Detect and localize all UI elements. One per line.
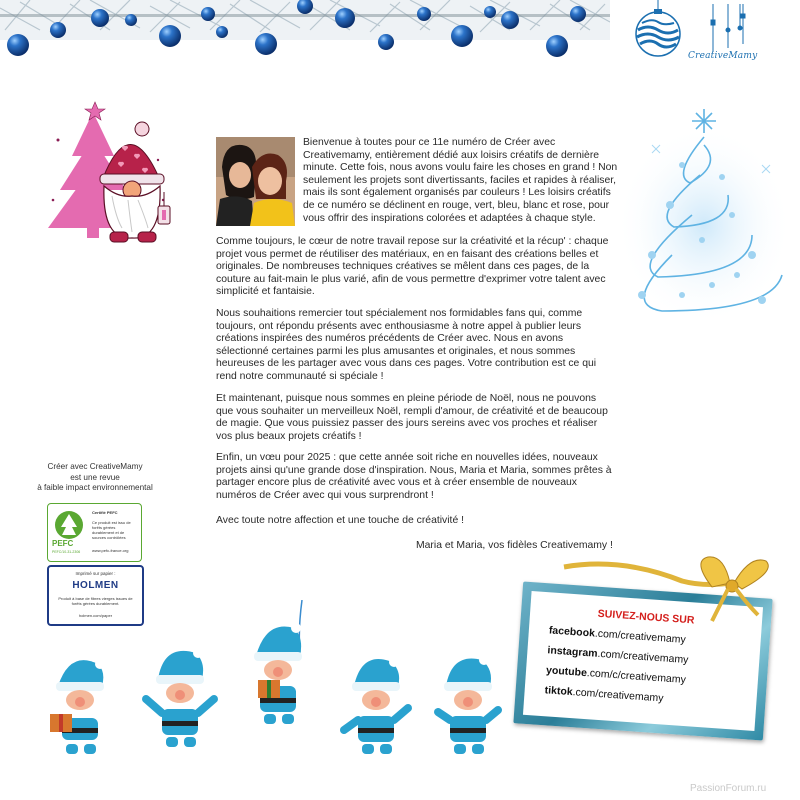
blue-gnome-holding-string <box>240 600 320 730</box>
social-link-facebook[interactable]: facebook.com/creativemamy <box>548 624 687 646</box>
pefc-badge <box>47 503 142 562</box>
blue-gnome-with-gift <box>40 652 120 762</box>
body-paragraph: Nous souhaitions remercier tout spécialement nos formidables fans qui, comme toujours, ont répondu présents avec enthousiasme à notre appel à publier leurs créations inspirées des numéros précédents de Créer avec. Nous en avons sélectionné certaines parmi les plus amusantes et originales, et nous sommes heureuses de les partager avec vous dans ces pages. Votre contribution est ce qui rend notre communauté si spéciale ! <box>216 308 597 382</box>
blue-gnome-waving <box>428 652 508 762</box>
snowflake-tree-illustration <box>612 105 792 325</box>
pink-tree-gnome-illustration <box>38 100 178 250</box>
pefc-description: Ce produit est issu de forêts gérées durablement et de sources contrôlées <box>92 520 131 540</box>
holmen-label: HOLMEN <box>72 580 119 591</box>
body-paragraph: Et maintenant, puisque nous sommes en pleine période de Noël, nous ne pouvons que vous souhaiter un merveilleux Noël, rempli d'amour, de créativité et de beaucoup de magie. Que vous puissiez passer des jours sereins avec vos proches et réaliser vos plus beaux projets créatifs ! <box>216 393 608 442</box>
pefc-label: PEFC <box>52 539 74 548</box>
signature: Maria et Maria, vos fidèles Creativemamy ! <box>416 540 613 551</box>
eco-line: est une revue <box>70 472 120 482</box>
watermark: PassionForum.ru <box>690 783 767 794</box>
holmen-url: holmen.com/paper <box>78 613 113 618</box>
holmen-top: Imprimé sur papier : <box>75 571 116 576</box>
eco-line: Créer avec CreativeMamy <box>47 462 143 471</box>
eco-line: à faible impact environnemental <box>37 483 153 493</box>
gold-bow-icon <box>562 553 782 623</box>
blue-gnome-waving <box>140 645 220 755</box>
pefc-cert: Certifié PEFC <box>92 510 118 515</box>
creativemamy-logo <box>628 0 800 75</box>
social-link-youtube[interactable]: youtube.com/c/creativemamy <box>545 664 687 687</box>
pefc-url: www.pefc-france.org <box>92 548 129 553</box>
blue-gnome-waving <box>336 652 416 762</box>
intro-paragraph: Bienvenue à toutes pour ce 11e numéro de Créer avec Creativemamy, entièrement dédié aux loisirs créatifs de dernière minute. Cette fois, nous avons voulu faire les choses en grand ! Non seulement les projets sont divertissants, faciles et rapides à réaliser, mais ils sont également organisés par couleurs ! Les loisirs créatifs de ce numéro se déclinent en rouge, vert, bleu, blanc et rose, pour vous offrir des inspirations colorées et adaptées à chaque style. <box>303 137 618 224</box>
social-title: SUIVEZ-NOUS SUR <box>597 607 695 627</box>
logo-brand-text: CreativeMamy <box>688 51 758 61</box>
eco-statement <box>28 462 162 494</box>
holmen-description: Produit à base de fibres vierges issues de forêts gérées durablement. <box>58 596 133 606</box>
authors-photo <box>216 137 295 226</box>
pefc-code: PEFC/10-31-2306 <box>52 550 81 554</box>
pefc-tree-icon <box>52 509 86 541</box>
christmas-garland <box>0 0 610 70</box>
closing-line: Avec toute notre affection et une touche de créativité ! <box>216 515 465 526</box>
body-paragraph: Enfin, un vœu pour 2025 : que cette année soit riche en nouvelles idées, nouveaux projets ainsi qu'une grande dose d'inspiration. Nous, Maria et Maria, sommes prêtes à partager encore plus de créativité avec vous et à créer ensemble de nouveaux numéros de Créer avec qui vous surprendront ! <box>216 452 612 501</box>
holmen-badge <box>47 565 144 626</box>
body-paragraph: Comme toujours, le cœur de notre travail repose sur la créativité et la récup' : chaque projet vous permet de réutiliser des matériaux, en en faisant des créations belles et originales. De nombreuses techniques créatives se mêlent dans ces pages, de la couture au fait-main le plus varié, afin de vous permettre d'exprimer votre talent avec simplicité et fantaisie. <box>216 236 609 298</box>
social-link-tiktok[interactable]: tiktok.com/creativemamy <box>544 684 664 705</box>
social-link-instagram[interactable]: instagram.com/creativemamy <box>547 644 689 667</box>
